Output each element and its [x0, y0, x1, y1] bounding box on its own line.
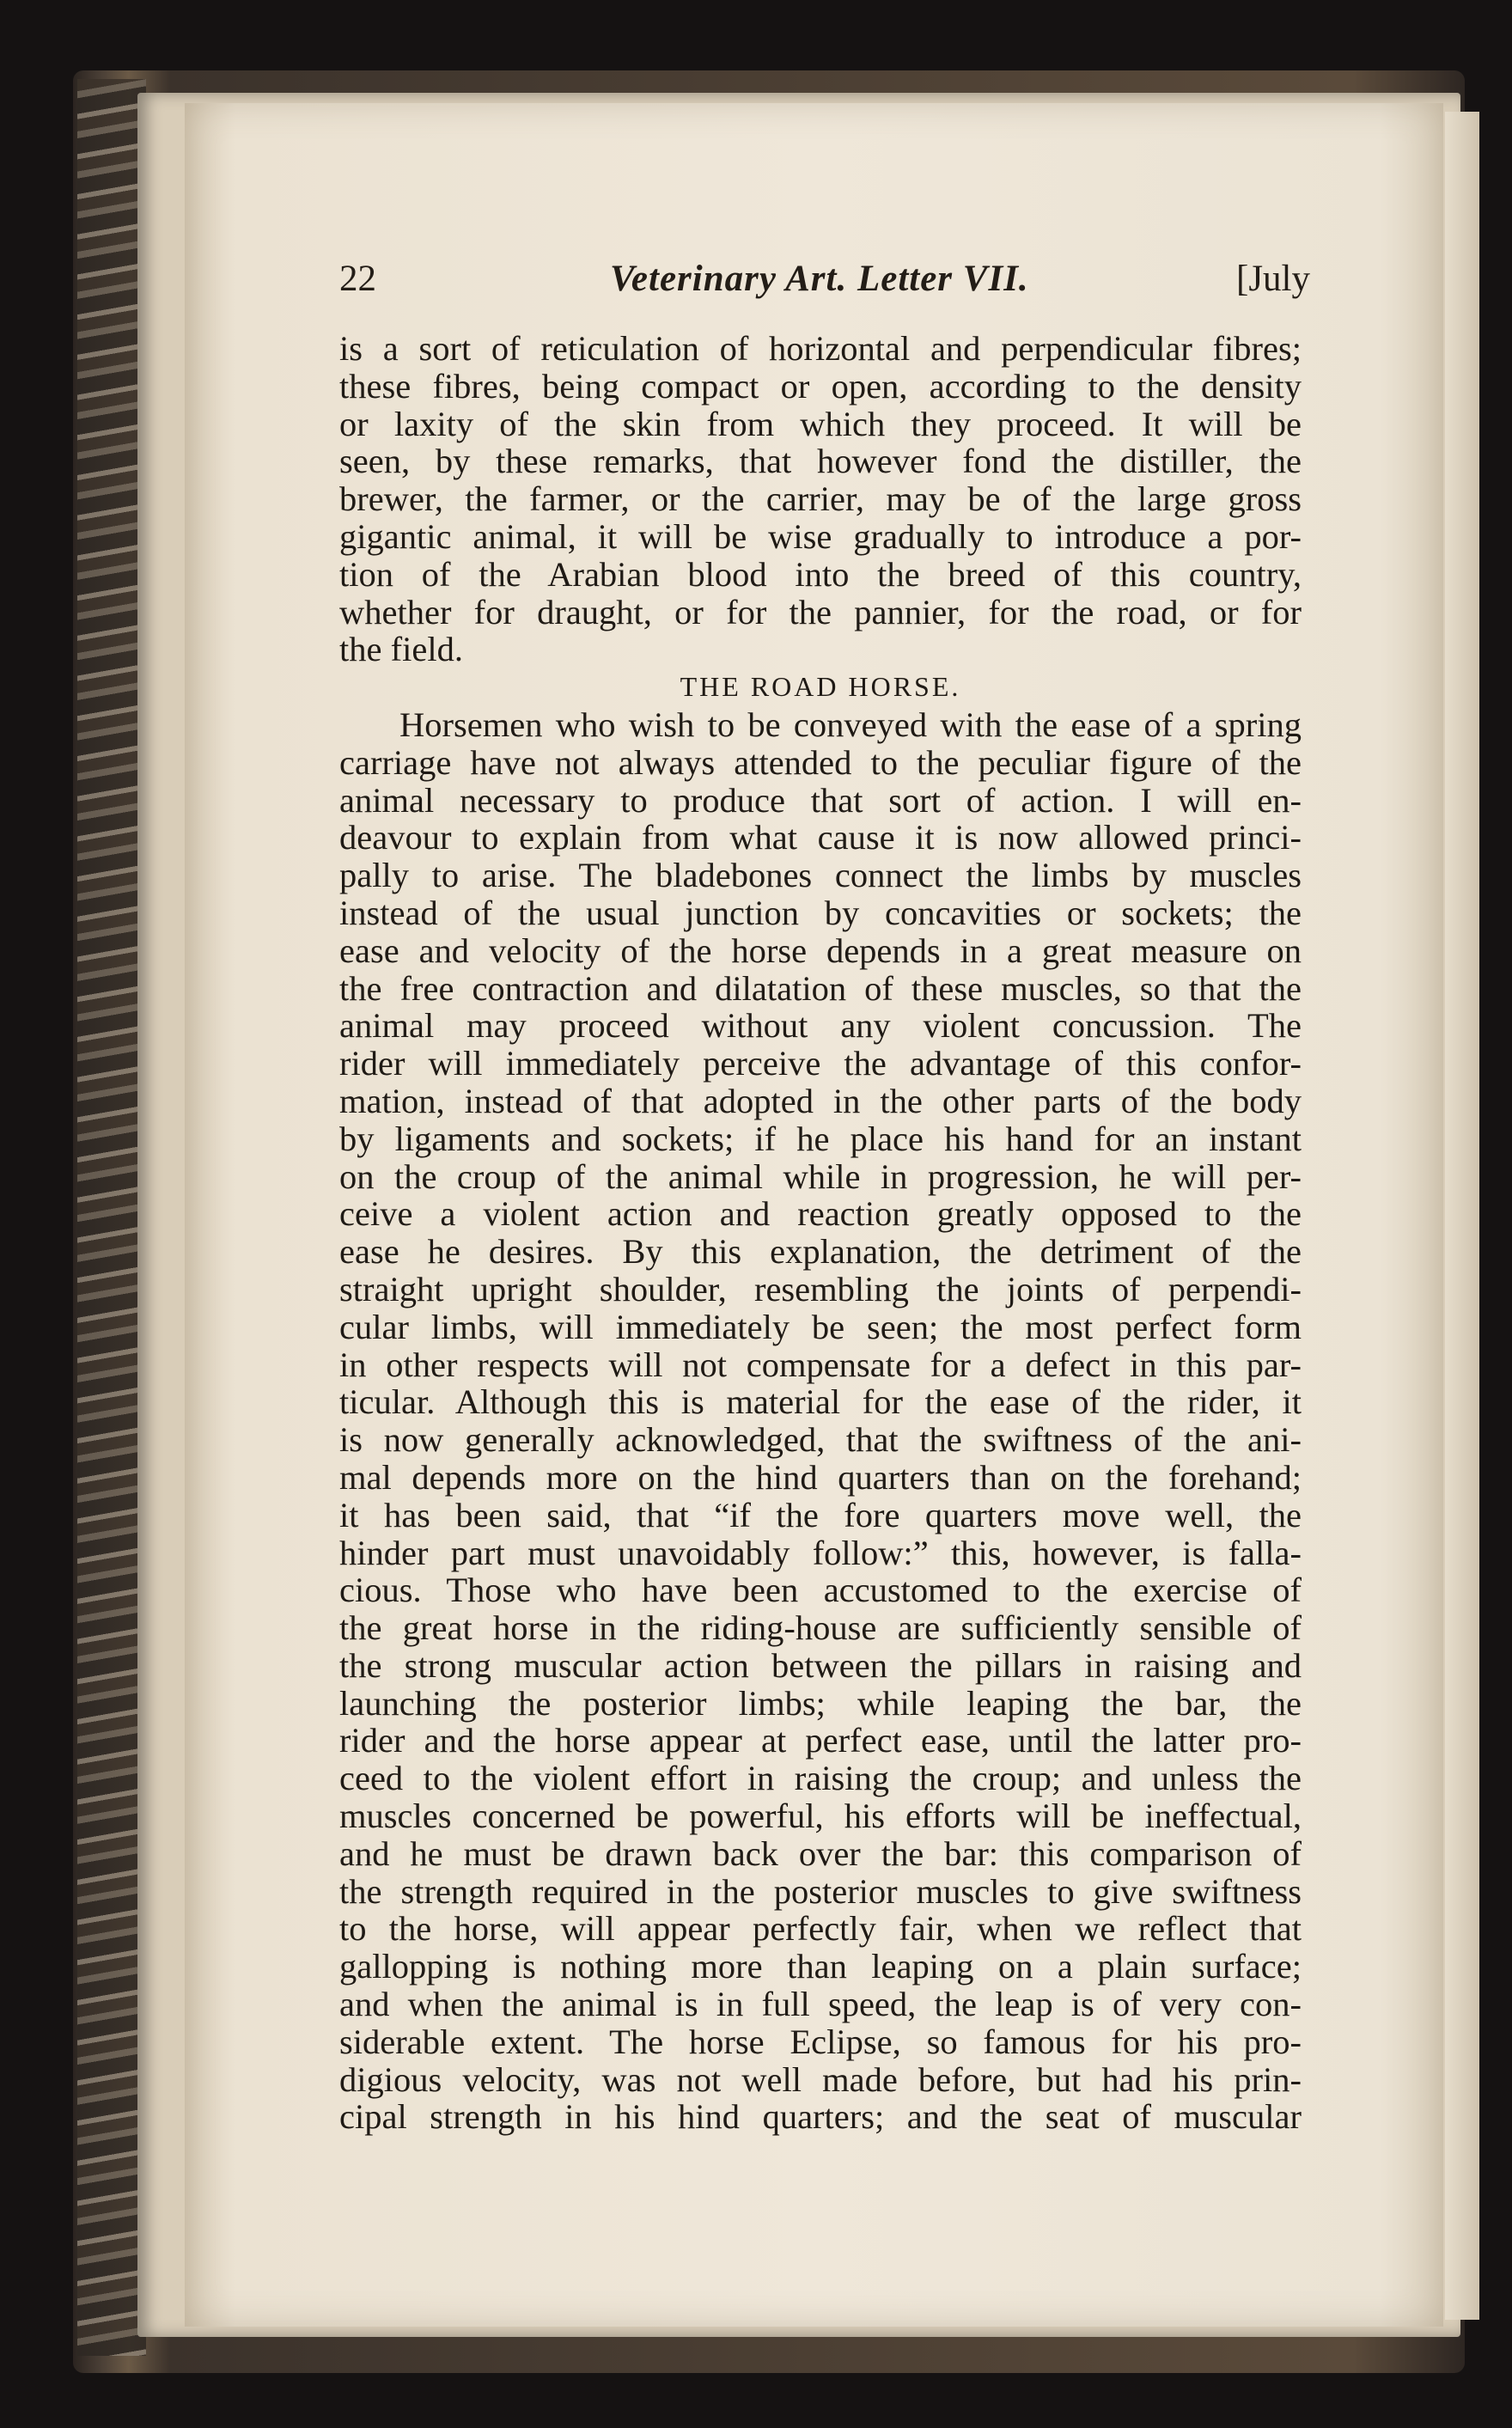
text-line: rider and the horse appear at perfect ease, until the latter pro- [339, 1721, 1302, 1760]
text-line: muscles concerned be powerful, his efforts will be ineffectual, [339, 1797, 1302, 1836]
text-line: rider will immediately perceive the advantage of this confor- [339, 1044, 1302, 1083]
text-line: instead of the usual junction by concavities or sockets; the [339, 893, 1302, 932]
text-line: by ligaments and sockets; if he place his hand for an instant [339, 1119, 1302, 1158]
text-line: gigantic animal, it will be wise gradually to introduce a por- [339, 516, 1302, 556]
section-heading: THE ROAD HORSE. [680, 671, 961, 703]
text-line: these fibres, being compact or open, according to the density [339, 366, 1302, 406]
text-line: animal necessary to produce that sort of action. I will en- [339, 780, 1302, 820]
text-line: deavour to explain from what cause it is now allowed princi- [339, 818, 1302, 857]
text-line: cious. Those who have been accustomed to the exercise of [339, 1571, 1302, 1610]
text-line: gallopping is nothing more than leaping on a plain surface; [339, 1947, 1302, 1986]
text-line: digious velocity, was not well made before, but had his prin- [339, 2059, 1302, 2099]
text-line: the strength required in the posterior muscles to give swiftness [339, 1871, 1302, 1911]
text-line: tion of the Arabian blood into the breed of this country, [339, 554, 1302, 594]
text-line: siderable extent. The horse Eclipse, so famous for his pro- [339, 2022, 1302, 2061]
text-line: Horsemen who wish to be conveyed with the ease of a spring [399, 705, 1302, 744]
text-line: seen, by these remarks, that however fond the distiller, the [339, 442, 1302, 481]
text-line: ticular. Although this is material for the ease of the rider, it [339, 1382, 1302, 1422]
text-line: cular limbs, will immediately be seen; the most perfect form [339, 1307, 1302, 1346]
page-number: 22 [339, 259, 376, 299]
text-line: hinder part must unavoidably follow:” this, however, is falla- [339, 1533, 1302, 1572]
text-line: is a sort of reticulation of horizontal and perpendicular fibres; [339, 329, 1302, 368]
marbled-cover-edge [77, 79, 146, 2356]
text-line: ceed to the violent effort in raising the croup; and unless the [339, 1759, 1302, 1798]
text-line: the free contraction and dilatation of these muscles, so that the [339, 968, 1302, 1008]
running-month: [July [1236, 259, 1310, 299]
text-line: and when the animal is in full speed, the leap is of very con- [339, 1985, 1302, 2024]
text-line: it has been said, that “if the fore quarters move well, the [339, 1495, 1302, 1534]
text-line: or laxity of the skin from which they proceed. It will be [339, 404, 1302, 443]
text-line: launching the posterior limbs; while leaping the bar, the [339, 1683, 1302, 1723]
text-line: to the horse, will appear perfectly fair, when we reflect that [339, 1909, 1302, 1949]
text-line: ease he desires. By this explanation, the detriment of the [339, 1232, 1302, 1272]
text-line: mation, instead of that adopted in the other parts of the body [339, 1081, 1302, 1120]
text-line: animal may proceed without any violent concussion. The [339, 1006, 1302, 1046]
text-line: carriage have not always attended to the peculiar figure of the [339, 742, 1302, 782]
text-line: on the croup of the animal while in progression, he will per- [339, 1156, 1302, 1196]
text-line: mal depends more on the hind quarters than on the forehand; [339, 1457, 1302, 1497]
text-line: in other respects will not compensate for a defect in this par- [339, 1345, 1302, 1384]
text-line: is now generally acknowledged, that the swiftness of the ani- [339, 1420, 1302, 1460]
text-line: ease and velocity of the horse depends in a great measure on [339, 930, 1302, 970]
running-header [339, 258, 1310, 318]
text-line: straight upright shoulder, resembling the joints of perpendi- [339, 1269, 1302, 1309]
text-line: pally to arise. The bladebones connect the limbs by muscles [339, 856, 1302, 895]
text-line: the field. [339, 630, 463, 669]
text-line: the great horse in the riding-house are sufficiently sensible of [339, 1608, 1302, 1648]
text-line: the strong muscular action between the pillars in raising and [339, 1645, 1302, 1685]
text-line: cipal strength in his hind quarters; and the seat of muscular [339, 2097, 1302, 2137]
text-line: and he must be drawn back over the bar: this comparison of [339, 1833, 1302, 1873]
text-line: ceive a violent action and reaction greatly opposed to the [339, 1194, 1302, 1234]
facing-page-edge [1445, 112, 1479, 2320]
text-line: brewer, the farmer, or the carrier, may be of the large gross [339, 479, 1302, 519]
body-text [339, 330, 1302, 2136]
text-line: whether for draught, or for the pannier, for the road, or for [339, 592, 1302, 631]
running-title: Veterinary Art. Letter VII. [610, 259, 1029, 299]
